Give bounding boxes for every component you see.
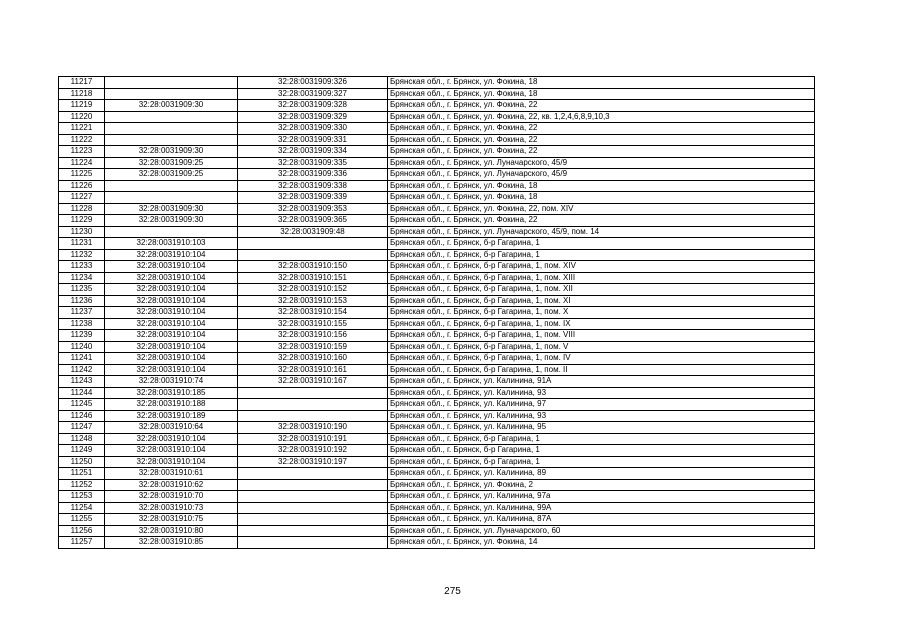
address-cell: Брянская обл., г. Брянск, ул. Фокина, 18 <box>388 180 815 192</box>
parcel-cadastral-number-cell: 32:28:0031910:104 <box>105 353 238 365</box>
address-cell: Брянская обл., г. Брянск, ул. Калинина, 87А <box>388 514 815 526</box>
address-cell: Брянская обл., г. Брянск, ул. Фокина, 22, пом. XIV <box>388 203 815 215</box>
parcel-cadastral-number-cell: 32:28:0031909:25 <box>105 157 238 169</box>
row-number-cell: 11225 <box>59 169 105 181</box>
table-row <box>59 249 815 261</box>
building-cadastral-number-cell <box>238 249 388 261</box>
table-row <box>59 226 815 238</box>
building-cadastral-number-cell <box>238 491 388 503</box>
parcel-cadastral-number-cell: 32:28:0031910:104 <box>105 284 238 296</box>
parcel-cadastral-number-cell: 32:28:0031910:70 <box>105 491 238 503</box>
building-cadastral-number-cell: 32:28:0031909:335 <box>238 157 388 169</box>
table-row <box>59 468 815 480</box>
table-row <box>59 341 815 353</box>
address-cell: Брянская обл., г. Брянск, ул. Луначарского, 45/9, пом. 14 <box>388 226 815 238</box>
parcel-cadastral-number-cell: 32:28:0031910:104 <box>105 249 238 261</box>
building-cadastral-number-cell: 32:28:0031910:160 <box>238 353 388 365</box>
parcel-cadastral-number-cell: 32:28:0031910:73 <box>105 502 238 514</box>
address-cell: Брянская обл., г. Брянск, б-р Гагарина, 1 <box>388 238 815 250</box>
table-row <box>59 307 815 319</box>
table-row <box>59 295 815 307</box>
row-number-cell: 11251 <box>59 468 105 480</box>
row-number-cell: 11221 <box>59 123 105 135</box>
parcel-cadastral-number-cell: 32:28:0031910:104 <box>105 364 238 376</box>
building-cadastral-number-cell: 32:28:0031910:154 <box>238 307 388 319</box>
row-number-cell: 11218 <box>59 88 105 100</box>
parcel-cadastral-number-cell: 32:28:0031910:103 <box>105 238 238 250</box>
parcel-cadastral-number-cell: 32:28:0031910:104 <box>105 272 238 284</box>
registry-table <box>58 76 815 549</box>
building-cadastral-number-cell <box>238 410 388 422</box>
parcel-cadastral-number-cell <box>105 192 238 204</box>
parcel-cadastral-number-cell <box>105 226 238 238</box>
row-number-cell: 11219 <box>59 100 105 112</box>
row-number-cell: 11243 <box>59 376 105 388</box>
parcel-cadastral-number-cell: 32:28:0031909:30 <box>105 215 238 227</box>
parcel-cadastral-number-cell <box>105 134 238 146</box>
table-row <box>59 203 815 215</box>
table-row <box>59 134 815 146</box>
building-cadastral-number-cell: 32:28:0031910:153 <box>238 295 388 307</box>
table-row <box>59 387 815 399</box>
building-cadastral-number-cell: 32:28:0031910:155 <box>238 318 388 330</box>
table-row <box>59 123 815 135</box>
address-cell: Брянская обл., г. Брянск, б-р Гагарина, 1, пом. XI <box>388 295 815 307</box>
address-cell: Брянская обл., г. Брянск, б-р Гагарина, 1, пом. IV <box>388 353 815 365</box>
row-number-cell: 11256 <box>59 525 105 537</box>
building-cadastral-number-cell: 32:28:0031909:365 <box>238 215 388 227</box>
building-cadastral-number-cell: 32:28:0031909:327 <box>238 88 388 100</box>
address-cell: Брянская обл., г. Брянск, ул. Луначарского, 45/9 <box>388 169 815 181</box>
building-cadastral-number-cell: 32:28:0031910:150 <box>238 261 388 273</box>
building-cadastral-number-cell <box>238 525 388 537</box>
address-cell: Брянская обл., г. Брянск, ул. Фокина, 14 <box>388 537 815 549</box>
table-row <box>59 157 815 169</box>
address-cell: Брянская обл., г. Брянск, б-р Гагарина, 1, пом. XII <box>388 284 815 296</box>
building-cadastral-number-cell: 32:28:0031910:151 <box>238 272 388 284</box>
table-row <box>59 272 815 284</box>
address-cell: Брянская обл., г. Брянск, ул. Калинина, 89 <box>388 468 815 480</box>
building-cadastral-number-cell: 32:28:0031910:156 <box>238 330 388 342</box>
table-row <box>59 318 815 330</box>
building-cadastral-number-cell: 32:28:0031909:329 <box>238 111 388 123</box>
address-cell: Брянская обл., г. Брянск, б-р Гагарина, 1, пом. V <box>388 341 815 353</box>
building-cadastral-number-cell <box>238 514 388 526</box>
building-cadastral-number-cell: 32:28:0031909:339 <box>238 192 388 204</box>
address-cell: Брянская обл., г. Брянск, ул. Луначарского, 45/9 <box>388 157 815 169</box>
address-cell: Брянская обл., г. Брянск, б-р Гагарина, 1 <box>388 456 815 468</box>
table-row <box>59 525 815 537</box>
address-cell: Брянская обл., г. Брянск, ул. Фокина, 22 <box>388 146 815 158</box>
table-row <box>59 502 815 514</box>
address-cell: Брянская обл., г. Брянск, ул. Калинина, 95 <box>388 422 815 434</box>
address-cell: Брянская обл., г. Брянск, б-р Гагарина, 1, пом. VIII <box>388 330 815 342</box>
row-number-cell: 11236 <box>59 295 105 307</box>
parcel-cadastral-number-cell: 32:28:0031909:25 <box>105 169 238 181</box>
parcel-cadastral-number-cell: 32:28:0031910:75 <box>105 514 238 526</box>
row-number-cell: 11227 <box>59 192 105 204</box>
row-number-cell: 11257 <box>59 537 105 549</box>
table-row <box>59 238 815 250</box>
table-row <box>59 491 815 503</box>
address-cell: Брянская обл., г. Брянск, ул. Фокина, 18 <box>388 88 815 100</box>
table-row <box>59 77 815 89</box>
address-cell: Брянская обл., г. Брянск, ул. Фокина, 22, кв. 1,2,4,6,8,9,10,3 <box>388 111 815 123</box>
row-number-cell: 11253 <box>59 491 105 503</box>
address-cell: Брянская обл., г. Брянск, б-р Гагарина, 1, пом. X <box>388 307 815 319</box>
parcel-cadastral-number-cell <box>105 77 238 89</box>
building-cadastral-number-cell: 32:28:0031909:336 <box>238 169 388 181</box>
row-number-cell: 11239 <box>59 330 105 342</box>
table-row <box>59 445 815 457</box>
building-cadastral-number-cell: 32:28:0031909:334 <box>238 146 388 158</box>
table-row <box>59 192 815 204</box>
parcel-cadastral-number-cell: 32:28:0031910:104 <box>105 261 238 273</box>
address-cell: Брянская обл., г. Брянск, ул. Калинина, 93 <box>388 410 815 422</box>
address-cell: Брянская обл., г. Брянск, ул. Калинина, 97а <box>388 491 815 503</box>
row-number-cell: 11226 <box>59 180 105 192</box>
table-row <box>59 410 815 422</box>
address-cell: Брянская обл., г. Брянск, ул. Калинина, 97 <box>388 399 815 411</box>
parcel-cadastral-number-cell: 32:28:0031910:104 <box>105 295 238 307</box>
row-number-cell: 11222 <box>59 134 105 146</box>
row-number-cell: 11249 <box>59 445 105 457</box>
row-number-cell: 11232 <box>59 249 105 261</box>
row-number-cell: 11246 <box>59 410 105 422</box>
parcel-cadastral-number-cell: 32:28:0031910:64 <box>105 422 238 434</box>
building-cadastral-number-cell: 32:28:0031910:190 <box>238 422 388 434</box>
address-cell: Брянская обл., г. Брянск, ул. Калинина, 91А <box>388 376 815 388</box>
address-cell: Брянская обл., г. Брянск, ул. Фокина, 22 <box>388 100 815 112</box>
table-row <box>59 456 815 468</box>
parcel-cadastral-number-cell: 32:28:0031910:104 <box>105 456 238 468</box>
building-cadastral-number-cell: 32:28:0031909:326 <box>238 77 388 89</box>
table-row <box>59 537 815 549</box>
row-number-cell: 11245 <box>59 399 105 411</box>
building-cadastral-number-cell: 32:28:0031909:48 <box>238 226 388 238</box>
address-cell: Брянская обл., г. Брянск, ул. Фокина, 22 <box>388 134 815 146</box>
building-cadastral-number-cell: 32:28:0031910:161 <box>238 364 388 376</box>
building-cadastral-number-cell <box>238 537 388 549</box>
parcel-cadastral-number-cell: 32:28:0031910:61 <box>105 468 238 480</box>
row-number-cell: 11220 <box>59 111 105 123</box>
row-number-cell: 11229 <box>59 215 105 227</box>
row-number-cell: 11224 <box>59 157 105 169</box>
table-row <box>59 399 815 411</box>
address-cell: Брянская обл., г. Брянск, ул. Фокина, 2 <box>388 479 815 491</box>
building-cadastral-number-cell: 32:28:0031910:192 <box>238 445 388 457</box>
parcel-cadastral-number-cell: 32:28:0031910:80 <box>105 525 238 537</box>
table-row <box>59 261 815 273</box>
row-number-cell: 11233 <box>59 261 105 273</box>
parcel-cadastral-number-cell: 32:28:0031910:189 <box>105 410 238 422</box>
row-number-cell: 11235 <box>59 284 105 296</box>
address-cell: Брянская обл., г. Брянск, б-р Гагарина, 1, пом. XIII <box>388 272 815 284</box>
address-cell: Брянская обл., г. Брянск, б-р Гагарина, 1 <box>388 445 815 457</box>
page-number: 275 <box>444 586 461 597</box>
table-row <box>59 100 815 112</box>
parcel-cadastral-number-cell <box>105 88 238 100</box>
table-row <box>59 514 815 526</box>
row-number-cell: 11250 <box>59 456 105 468</box>
building-cadastral-number-cell: 32:28:0031909:353 <box>238 203 388 215</box>
address-cell: Брянская обл., г. Брянск, б-р Гагарина, 1 <box>388 433 815 445</box>
parcel-cadastral-number-cell: 32:28:0031910:188 <box>105 399 238 411</box>
parcel-cadastral-number-cell: 32:28:0031910:104 <box>105 433 238 445</box>
address-cell: Брянская обл., г. Брянск, ул. Калинина, 93 <box>388 387 815 399</box>
parcel-cadastral-number-cell: 32:28:0031910:104 <box>105 445 238 457</box>
table-row <box>59 111 815 123</box>
table-row <box>59 376 815 388</box>
parcel-cadastral-number-cell: 32:28:0031910:185 <box>105 387 238 399</box>
address-cell: Брянская обл., г. Брянск, ул. Калинина, 99А <box>388 502 815 514</box>
building-cadastral-number-cell: 32:28:0031910:197 <box>238 456 388 468</box>
parcel-cadastral-number-cell <box>105 123 238 135</box>
row-number-cell: 11238 <box>59 318 105 330</box>
row-number-cell: 11231 <box>59 238 105 250</box>
building-cadastral-number-cell: 32:28:0031910:159 <box>238 341 388 353</box>
table-row <box>59 479 815 491</box>
building-cadastral-number-cell <box>238 238 388 250</box>
building-cadastral-number-cell <box>238 479 388 491</box>
row-number-cell: 11228 <box>59 203 105 215</box>
row-number-cell: 11242 <box>59 364 105 376</box>
row-number-cell: 11244 <box>59 387 105 399</box>
row-number-cell: 11255 <box>59 514 105 526</box>
parcel-cadastral-number-cell: 32:28:0031910:104 <box>105 330 238 342</box>
parcel-cadastral-number-cell: 32:28:0031910:74 <box>105 376 238 388</box>
building-cadastral-number-cell: 32:28:0031910:167 <box>238 376 388 388</box>
table-row <box>59 284 815 296</box>
building-cadastral-number-cell: 32:28:0031910:152 <box>238 284 388 296</box>
building-cadastral-number-cell: 32:28:0031909:328 <box>238 100 388 112</box>
building-cadastral-number-cell: 32:28:0031909:330 <box>238 123 388 135</box>
table-row <box>59 422 815 434</box>
address-cell: Брянская обл., г. Брянск, ул. Фокина, 22 <box>388 123 815 135</box>
building-cadastral-number-cell: 32:28:0031910:191 <box>238 433 388 445</box>
building-cadastral-number-cell <box>238 468 388 480</box>
building-cadastral-number-cell: 32:28:0031909:338 <box>238 180 388 192</box>
parcel-cadastral-number-cell: 32:28:0031910:104 <box>105 318 238 330</box>
table-row <box>59 88 815 100</box>
building-cadastral-number-cell <box>238 399 388 411</box>
building-cadastral-number-cell <box>238 387 388 399</box>
parcel-cadastral-number-cell: 32:28:0031909:30 <box>105 100 238 112</box>
table-row <box>59 169 815 181</box>
row-number-cell: 11223 <box>59 146 105 158</box>
address-cell: Брянская обл., г. Брянск, ул. Фокина, 18 <box>388 77 815 89</box>
row-number-cell: 11234 <box>59 272 105 284</box>
table-row <box>59 330 815 342</box>
address-cell: Брянская обл., г. Брянск, ул. Фокина, 18 <box>388 192 815 204</box>
table-row <box>59 215 815 227</box>
table-row <box>59 180 815 192</box>
parcel-cadastral-number-cell: 32:28:0031909:30 <box>105 146 238 158</box>
row-number-cell: 11240 <box>59 341 105 353</box>
table-row <box>59 353 815 365</box>
parcel-cadastral-number-cell <box>105 180 238 192</box>
parcel-cadastral-number-cell: 32:28:0031910:85 <box>105 537 238 549</box>
table-row <box>59 433 815 445</box>
parcel-cadastral-number-cell: 32:28:0031910:62 <box>105 479 238 491</box>
address-cell: Брянская обл., г. Брянск, б-р Гагарина, 1 <box>388 249 815 261</box>
address-cell: Брянская обл., г. Брянск, б-р Гагарина, 1, пом. IX <box>388 318 815 330</box>
registry-table-body <box>59 77 815 549</box>
parcel-cadastral-number-cell: 32:28:0031909:30 <box>105 203 238 215</box>
address-cell: Брянская обл., г. Брянск, ул. Луначарского, 60 <box>388 525 815 537</box>
building-cadastral-number-cell <box>238 502 388 514</box>
table-row <box>59 364 815 376</box>
parcel-cadastral-number-cell <box>105 111 238 123</box>
address-cell: Брянская обл., г. Брянск, ул. Фокина, 22 <box>388 215 815 227</box>
row-number-cell: 11252 <box>59 479 105 491</box>
row-number-cell: 11241 <box>59 353 105 365</box>
row-number-cell: 11230 <box>59 226 105 238</box>
parcel-cadastral-number-cell: 32:28:0031910:104 <box>105 307 238 319</box>
row-number-cell: 11254 <box>59 502 105 514</box>
row-number-cell: 11247 <box>59 422 105 434</box>
parcel-cadastral-number-cell: 32:28:0031910:104 <box>105 341 238 353</box>
row-number-cell: 11237 <box>59 307 105 319</box>
row-number-cell: 11217 <box>59 77 105 89</box>
table-row <box>59 146 815 158</box>
row-number-cell: 11248 <box>59 433 105 445</box>
address-cell: Брянская обл., г. Брянск, б-р Гагарина, 1, пом. II <box>388 364 815 376</box>
building-cadastral-number-cell: 32:28:0031909:331 <box>238 134 388 146</box>
address-cell: Брянская обл., г. Брянск, б-р Гагарина, 1, пом. XIV <box>388 261 815 273</box>
